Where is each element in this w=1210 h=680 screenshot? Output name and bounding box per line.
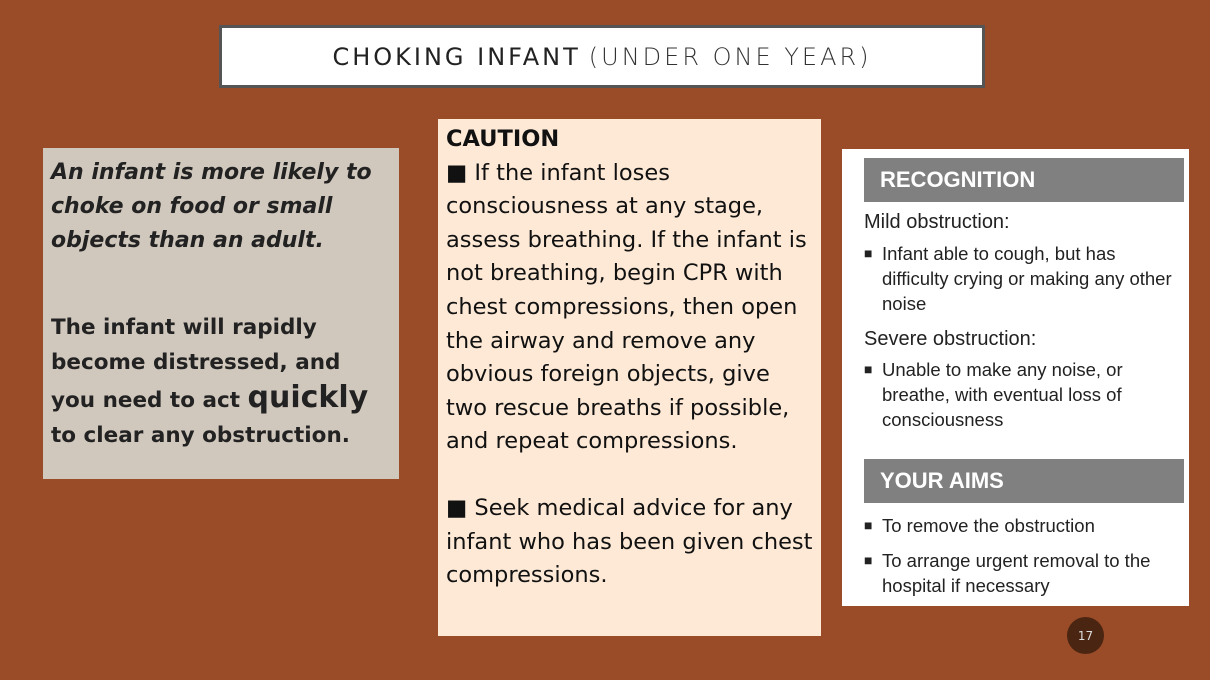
bullet-square-icon: ■	[864, 552, 873, 568]
intro-paragraph: An infant is more likely to choke on food or small objects than an adult.	[51, 160, 372, 253]
mild-obstruction-item	[864, 241, 1179, 316]
aims-header: YOUR AIMS	[864, 459, 1184, 503]
severe-obstruction-item	[864, 357, 1179, 432]
recognition-card	[842, 149, 1189, 606]
bullet-square-icon: ■	[864, 517, 873, 533]
urgency-paragraph	[51, 310, 391, 453]
page-number-badge: 17	[1067, 617, 1104, 654]
title-subtitle: (UNDER ONE YEAR)	[588, 42, 872, 71]
caution-bullet-1: ■ If the infant loses consciousness at any stage, assess breathing. If the infant is not breathing, begin CPR with chest compressions, then open the airway and remove any obvious foreign objects, give two rescue breaths if possible, and repeat compressions.	[446, 159, 807, 455]
urgency-emphasis: quickly	[247, 380, 369, 415]
mild-obstruction-text: Infant able to cough, but has difficulty crying or making any other noise	[882, 243, 1172, 314]
slide-title	[219, 25, 985, 88]
mild-obstruction-label: Mild obstruction:	[864, 211, 1010, 233]
urgency-text-end: to clear any obstruction.	[51, 423, 350, 448]
aims-item-1	[864, 513, 1179, 538]
caution-panel	[438, 119, 821, 636]
bullet-square-icon: ■	[864, 361, 873, 377]
caution-title: CAUTION	[446, 126, 560, 152]
urgency-text-start: The infant will rapidly become distressed, and you need to act	[51, 315, 341, 413]
aims-item-2-text: To arrange urgent removal to the hospital if necessary	[882, 550, 1151, 596]
aims-item-1-text: To remove the obstruction	[882, 515, 1095, 536]
severe-obstruction-label: Severe obstruction:	[864, 328, 1037, 350]
severe-obstruction-text: Unable to make any noise, or breathe, with eventual loss of consciousness	[882, 359, 1123, 430]
title-main: CHOKING INFANT	[332, 42, 581, 71]
recognition-header: RECOGNITION	[864, 158, 1184, 202]
bullet-square-icon: ■	[864, 245, 873, 261]
caution-bullet-2: ■ Seek medical advice for any infant who has been given chest compressions.	[446, 494, 813, 589]
intro-panel	[43, 148, 399, 479]
aims-item-2	[864, 548, 1179, 598]
